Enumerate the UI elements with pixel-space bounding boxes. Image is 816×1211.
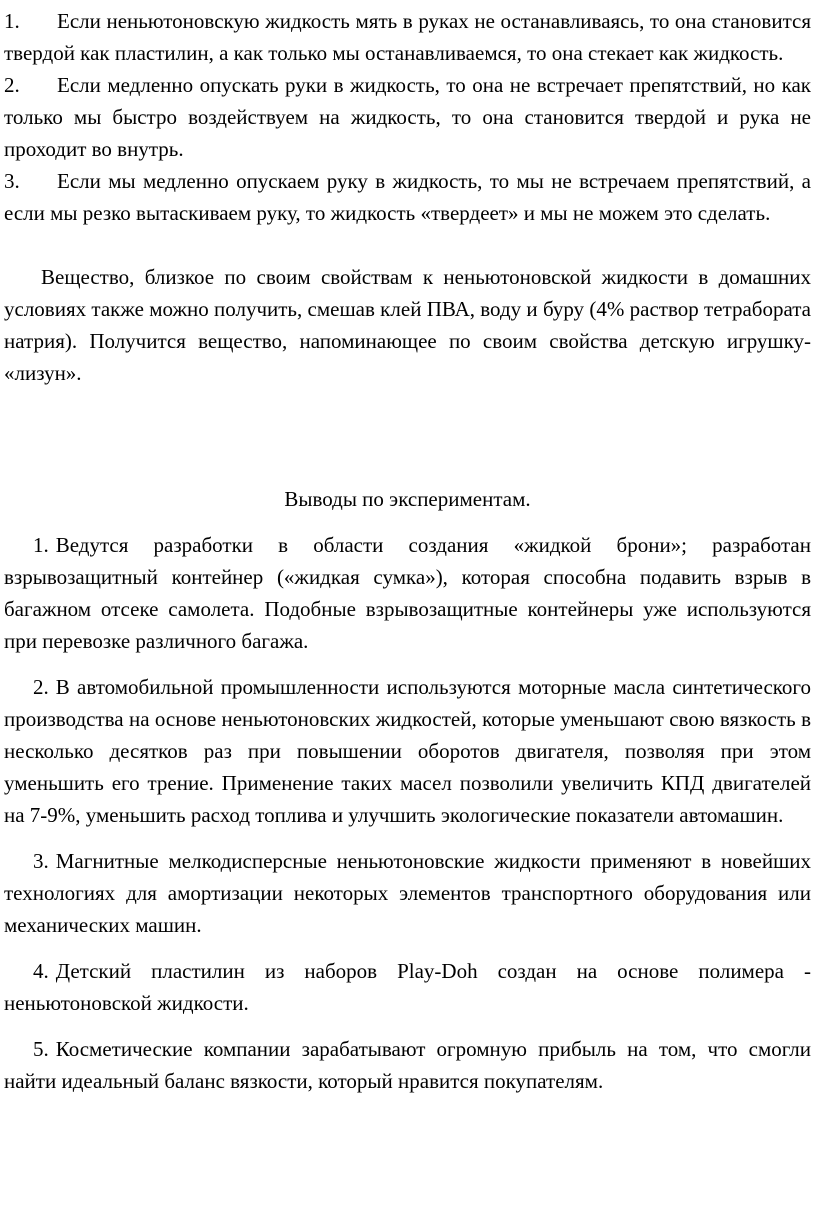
observation-text: Если неньютоновскую жидкость мять в руках не останавливаясь, то она становится твердой как пластилин, а как только мы останавливаемся, то она стекает как жидкость. [4,9,811,65]
conclusion-item-5 [4,1033,811,1097]
observation-item-2 [4,69,811,165]
conclusion-number: 1. [33,533,49,557]
conclusion-item-1 [4,529,811,657]
conclusion-number: 4. [33,959,49,983]
conclusion-text: Магнитные мелкодисперсные неньютоновские жидкости применяют в новейших технологиях для амортизации некоторых элементов транспортного оборудования или механических машин. [4,849,811,937]
observation-number: 1. [4,9,20,33]
observation-number: 2. [4,73,20,97]
conclusion-number: 3. [33,849,49,873]
conclusion-text: Детский пластилин из наборов Play-Doh создан на основе полимера - неньютоновской жидкости. [4,959,811,1015]
conclusion-number: 2. [33,675,49,699]
conclusion-item-2 [4,671,811,831]
observation-text: Если медленно опускать руки в жидкость, то она не встречает препятствий, но как только мы быстро воздействуем на жидкость, то она становится твердой и рука не проходит во внутрь. [4,73,811,161]
substance-paragraph: Вещество, близкое по своим свойствам к неньютоновской жидкости в домашних условиях также можно получить, смешав клей ПВА, воду и буру (4% раствор тетрабората натрия). Получится вещество, напоминающее по своим свойства детскую игрушку- «лизун». [4,265,811,385]
observation-item-3 [4,165,811,229]
conclusion-text: Косметические компании зарабатывают огромную прибыль на том, что смогли найти идеальный баланс вязкости, который нравится покупателям. [4,1037,811,1093]
conclusion-text: Ведутся разработки в области создания «жидкой брони»; разработан взрывозащитный контейнер («жидкая сумка»), которая способна подавить взрыв в багажном отсеке самолета. Подобные взрывозащитные контейнеры уже используются при перевозке различного багажа. [4,533,811,653]
conclusion-item-4 [4,955,811,1019]
observation-item-1 [4,5,811,69]
conclusion-text: В автомобильной промышленности используются моторные масла синтетического производства на основе неньютоновских жидкостей, которые уменьшают свою вязкость в несколько десятков раз при повышении оборотов двигателя, позволяя при этом уменьшить его трение. Применение таких масел позволили увеличить КПД двигателей на 7-9%, уменьшить расход топлива и улучшить экологические показатели автомашин. [4,675,811,827]
conclusion-item-3 [4,845,811,941]
observation-text: Если мы медленно опускаем руку в жидкость, то мы не встречаем препятствий, а если мы резко вытаскиваем руку, то жидкость «твердеет» и мы не можем это сделать. [4,169,811,225]
conclusion-number: 5. [33,1037,49,1061]
observation-number: 3. [4,169,20,193]
conclusions-heading: Выводы по экспериментам. [284,487,531,511]
